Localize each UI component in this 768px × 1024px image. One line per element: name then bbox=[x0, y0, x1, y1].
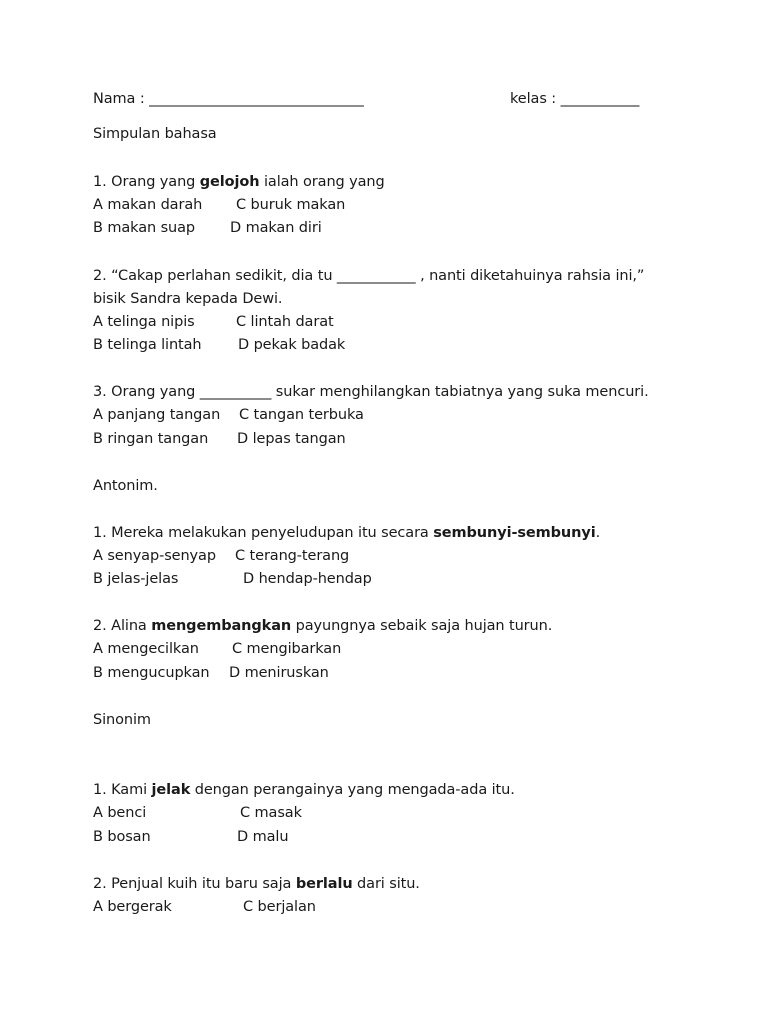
sinonim-question-1-option-b: B bosan bbox=[93, 829, 151, 845]
question-3-option-b: B ringan tangan bbox=[93, 431, 209, 447]
sinonim-question-1-option-a: A benci bbox=[93, 805, 147, 821]
question-3-option-a: A panjang tangan bbox=[93, 407, 221, 423]
antonim-question-1-option-a: A senyap-senyap bbox=[93, 548, 216, 564]
section-title-simpulan-bahasa: Simpulan bahasa bbox=[93, 126, 217, 142]
sinonim-question-1-text: 1. Kami jelak dengan perangainya yang mengada-ada itu. bbox=[93, 782, 515, 798]
sinonim-question-1-keyword: jelak bbox=[151, 782, 191, 798]
antonim-question-2-keyword: mengembangkan bbox=[151, 618, 292, 634]
question-2-text: 2. “Cakap perlahan sedikit, dia tu ___________ , nanti diketahuinya rahsia ini,” bbox=[93, 268, 645, 284]
question-1-option-c: C buruk makan bbox=[236, 197, 346, 213]
sinonim-question-2-text: 2. Penjual kuih itu baru saja berlalu dari situ. bbox=[93, 876, 420, 892]
antonim-question-2-option-c: C mengibarkan bbox=[232, 641, 342, 657]
antonim-question-1-option-d: D hendap-hendap bbox=[243, 571, 372, 587]
sinonim-question-1-option-d: D malu bbox=[237, 829, 289, 845]
antonim-question-1-option-c: C terang-terang bbox=[235, 548, 350, 564]
antonim-question-2-option-d: D meniruskan bbox=[229, 665, 329, 681]
question-1-option-d: D makan diri bbox=[230, 220, 322, 236]
sinonim-question-2-option-c: C berjalan bbox=[243, 899, 316, 915]
question-3-option-d: D lepas tangan bbox=[237, 431, 346, 447]
section-title-antonim: Antonim. bbox=[93, 478, 158, 494]
antonim-question-2-text: 2. Alina mengembangkan payungnya sebaik saja hujan turun. bbox=[93, 618, 553, 634]
antonim-question-1-text: 1. Mereka melakukan penyeludupan itu secara sembunyi-sembunyi. bbox=[93, 525, 601, 541]
sinonim-question-2-keyword: berlalu bbox=[295, 876, 353, 892]
class-field-label: kelas : ___________ bbox=[510, 91, 640, 107]
question-2-option-b: B telinga lintah bbox=[93, 337, 202, 353]
question-1-option-a: A makan darah bbox=[93, 197, 203, 213]
question-3-option-c: C tangan terbuka bbox=[239, 407, 364, 423]
antonim-question-1-option-b: B jelas-jelas bbox=[93, 571, 179, 587]
antonim-question-2-option-a: A mengecilkan bbox=[93, 641, 199, 657]
question-2-option-d: D pekak badak bbox=[238, 337, 346, 353]
antonim-question-1-keyword: sembunyi-sembunyi bbox=[433, 525, 596, 541]
question-3-text: 3. Orang yang __________ sukar menghilangkan tabiatnya yang suka mencuri. bbox=[93, 384, 649, 400]
question-1-keyword: gelojoh bbox=[199, 174, 260, 190]
question-2-option-a: A telinga nipis bbox=[93, 314, 195, 330]
question-1-text: 1. Orang yang gelojoh ialah orang yang bbox=[93, 174, 385, 190]
question-2-text-line2: bisik Sandra kepada Dewi. bbox=[93, 291, 283, 307]
sinonim-question-2-option-a: A bergerak bbox=[93, 899, 172, 915]
question-2-option-c: C lintah darat bbox=[236, 314, 334, 330]
sinonim-question-1-option-c: C masak bbox=[240, 805, 302, 821]
name-field-label: Nama : ______________________________ bbox=[93, 91, 364, 107]
question-1-option-b: B makan suap bbox=[93, 220, 196, 236]
section-title-sinonim: Sinonim bbox=[93, 712, 151, 728]
antonim-question-2-option-b: B mengucupkan bbox=[93, 665, 210, 681]
